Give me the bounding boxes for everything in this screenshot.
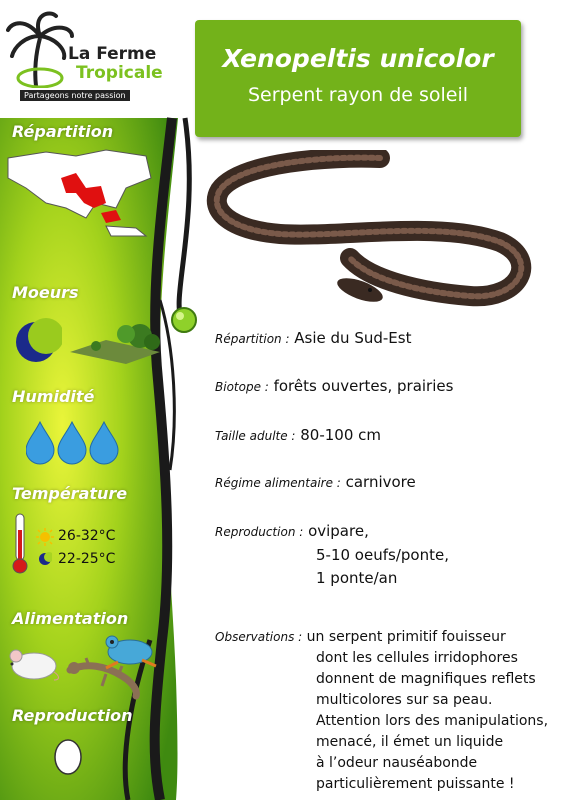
label-observations: Observations : <box>215 630 303 644</box>
mouse-icon <box>4 644 62 682</box>
egg-icon <box>50 736 86 776</box>
info-observations <box>215 627 548 795</box>
section-title-reproduction: Reproduction <box>12 706 133 725</box>
obs-line-6: menacé, il émet un liquide <box>316 734 504 750</box>
obs-line-4: multicolores sur sa peau. <box>316 692 493 708</box>
sidebar <box>0 0 200 800</box>
obs-line-7: à l’odeur nauséabonde <box>316 755 478 771</box>
moon-small-icon <box>38 551 52 567</box>
info-regime <box>215 473 416 491</box>
value-reproduction-line2: 5-10 oeufs/ponte, <box>316 546 449 564</box>
label-taille: Taille adulte : <box>215 429 296 443</box>
value-repartition: Asie du Sud-Est <box>294 329 412 347</box>
obs-line-5: Attention lors des manipulations, <box>316 713 549 729</box>
snake-photo <box>200 150 540 310</box>
obs-line-2: dont les cellules irridophores <box>316 650 518 666</box>
value-taille: 80-100 cm <box>300 426 382 444</box>
scientific-name: Xenopeltis unicolor <box>222 44 494 73</box>
palm-tree-icon <box>6 8 76 88</box>
label-repartition: Répartition : <box>215 332 290 346</box>
label-reproduction: Reproduction : <box>215 525 304 539</box>
title-box <box>195 20 521 137</box>
section-title-moeurs: Moeurs <box>12 283 79 302</box>
sun-icon <box>36 528 54 546</box>
info-reproduction <box>215 520 449 590</box>
value-reproduction-line1: ovipare, <box>308 522 369 540</box>
water-drop-icon <box>26 420 126 466</box>
forest-icon <box>66 318 162 368</box>
label-biotope: Biotope : <box>215 380 269 394</box>
section-title-repartition: Répartition <box>12 122 114 141</box>
section-title-temperature: Température <box>12 484 128 503</box>
info-repartition <box>215 329 411 347</box>
logo-line2: Tropicale <box>76 63 163 83</box>
section-title-alimentation: Alimentation <box>12 609 129 628</box>
info-taille <box>215 426 381 444</box>
obs-line-8: particulièrement puissante ! <box>316 776 515 792</box>
label-regime: Régime alimentaire : <box>215 476 341 490</box>
obs-line-1: un serpent primitif fouisseur <box>306 629 506 645</box>
common-name: Serpent rayon de soleil <box>247 84 469 106</box>
info-biotope <box>215 377 453 395</box>
logo-tagline: Partageons notre passion <box>20 90 130 101</box>
moon-icon <box>12 318 62 368</box>
temp-night: 22-25°C <box>58 551 116 567</box>
vine-bead <box>170 306 198 334</box>
logo-line1: La Ferme <box>68 44 157 64</box>
logo <box>6 8 166 103</box>
frog-icon <box>98 630 160 670</box>
world-map-icon <box>6 148 156 238</box>
temp-day: 26-32°C <box>58 528 116 544</box>
thermometer-icon <box>10 512 30 576</box>
value-reproduction-line3: 1 ponte/an <box>316 569 398 587</box>
section-title-humidite: Humidité <box>12 387 95 406</box>
value-biotope: forêts ouvertes, prairies <box>273 377 454 395</box>
value-regime: carnivore <box>345 473 416 491</box>
obs-line-3: donnent de magnifiques reflets <box>316 671 536 687</box>
